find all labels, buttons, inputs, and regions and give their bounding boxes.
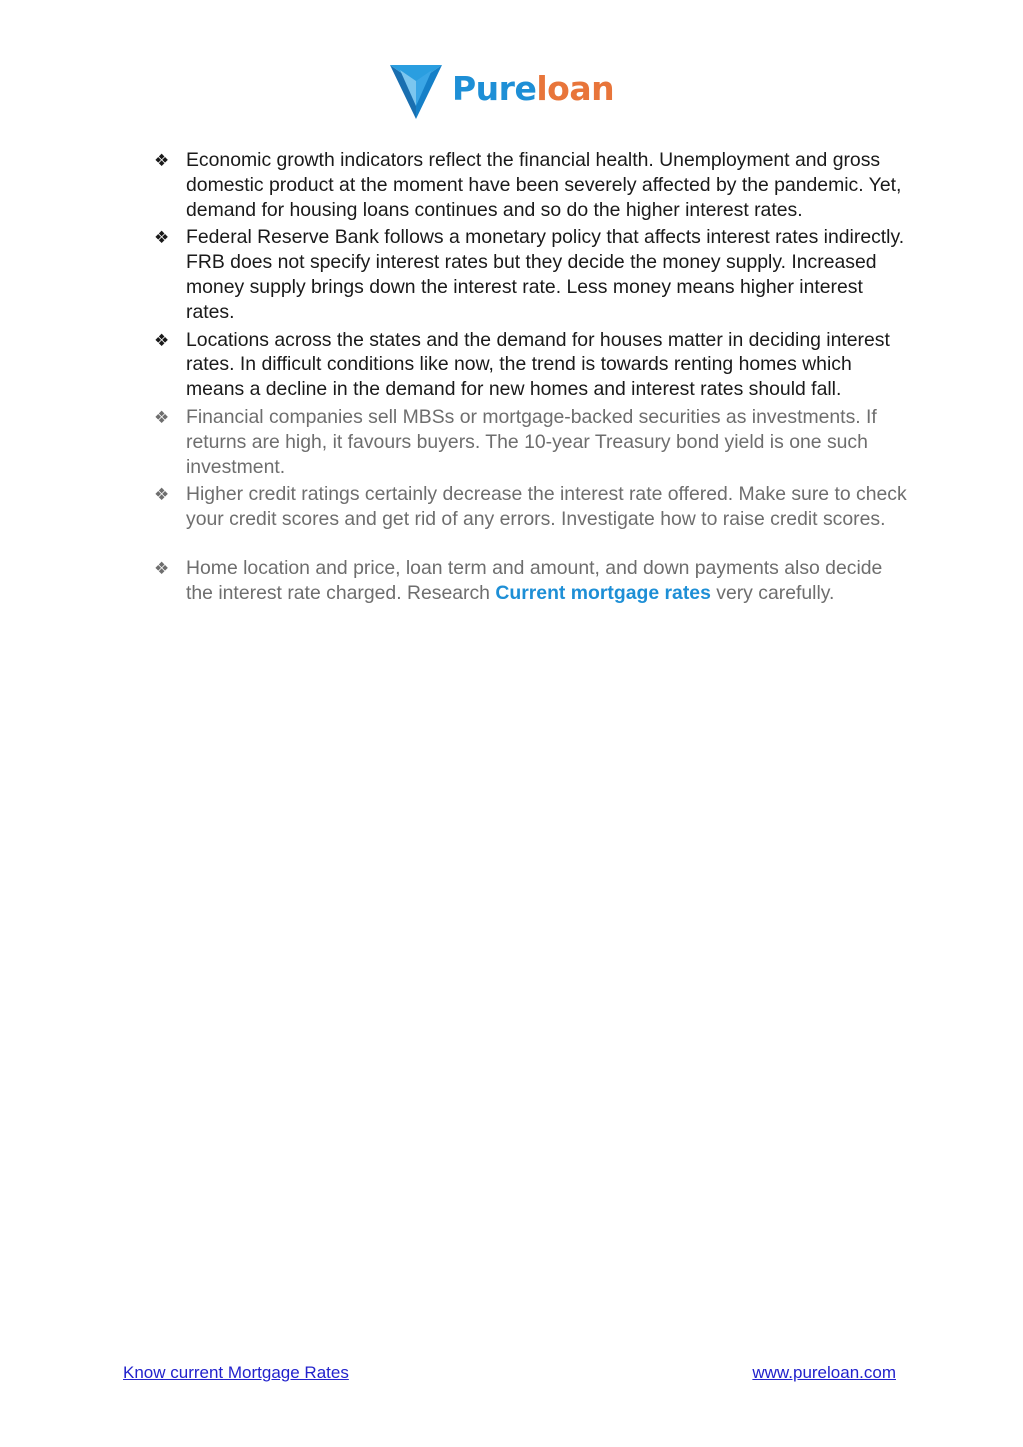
list-item-text-before: Home location and price, loan term and amount, and down payments also decide the interest rate charged. Research: [186, 556, 883, 604]
diamond-bullet-icon: ❖: [154, 228, 170, 249]
list-item: [152, 482, 912, 532]
list-item-text-after: very carefully.: [710, 581, 835, 604]
list-item-text: Locations across the states and the demand for houses matter in deciding interest rates. In difficult conditions like now, the trend is towards renting homes which means a decline in the demand for new homes and interest rates should fall.: [186, 328, 890, 401]
list-item: [152, 148, 912, 222]
current-mortgage-rates-link[interactable]: Current mortgage rates: [495, 581, 711, 604]
pureloan-website-link[interactable]: www.pureloan.com: [752, 1363, 896, 1382]
list-item: [152, 556, 912, 606]
list-item-text: Financial companies sell MBSs or mortgage-backed securities as investments. If returns are high, it favours buyers. The 10-year Treasury bond yield is one such investment.: [186, 405, 877, 478]
diamond-bullet-icon: ❖: [154, 151, 170, 171]
list-item-text: Federal Reserve Bank follows a monetary policy that affects interest rates indirectly. FRB does not specify interest rates but they decide the money supply. Increased money supply brings down the interest rate. Less money means higher interest rates.: [186, 226, 905, 323]
list-item-text: Economic growth indicators reflect the financial health. Unemployment and gross domestic product at the moment have been severely affected by the pandemic. Yet, demand for housing loans continues and so do the higher interest rates.: [186, 149, 902, 221]
diamond-bullet-icon: ❖: [154, 330, 170, 351]
bullet-list: [152, 148, 912, 609]
diamond-bullet-icon: ❖: [154, 485, 170, 506]
logo-text-loan: loan: [536, 68, 615, 108]
list-item-text: [186, 557, 882, 604]
triangle-logo-icon: [388, 61, 444, 121]
know-mortgage-rates-link[interactable]: Know current Mortgage Rates: [123, 1363, 349, 1382]
list-item: [152, 328, 912, 402]
diamond-bullet-icon: ❖: [154, 407, 170, 428]
logo-wordmark: [452, 68, 615, 108]
logo-text-pure: Pure: [452, 68, 537, 108]
list-item: [152, 405, 912, 479]
page-footer: [123, 1363, 896, 1383]
list-item: [152, 225, 912, 324]
list-item-text: Higher credit ratings certainly decrease the interest rate offered. Make sure to check your credit scores and get rid of any errors. Investigate how to raise credit scores.: [186, 483, 907, 531]
pureloan-logo: [388, 60, 614, 122]
diamond-bullet-icon: ❖: [154, 558, 170, 579]
